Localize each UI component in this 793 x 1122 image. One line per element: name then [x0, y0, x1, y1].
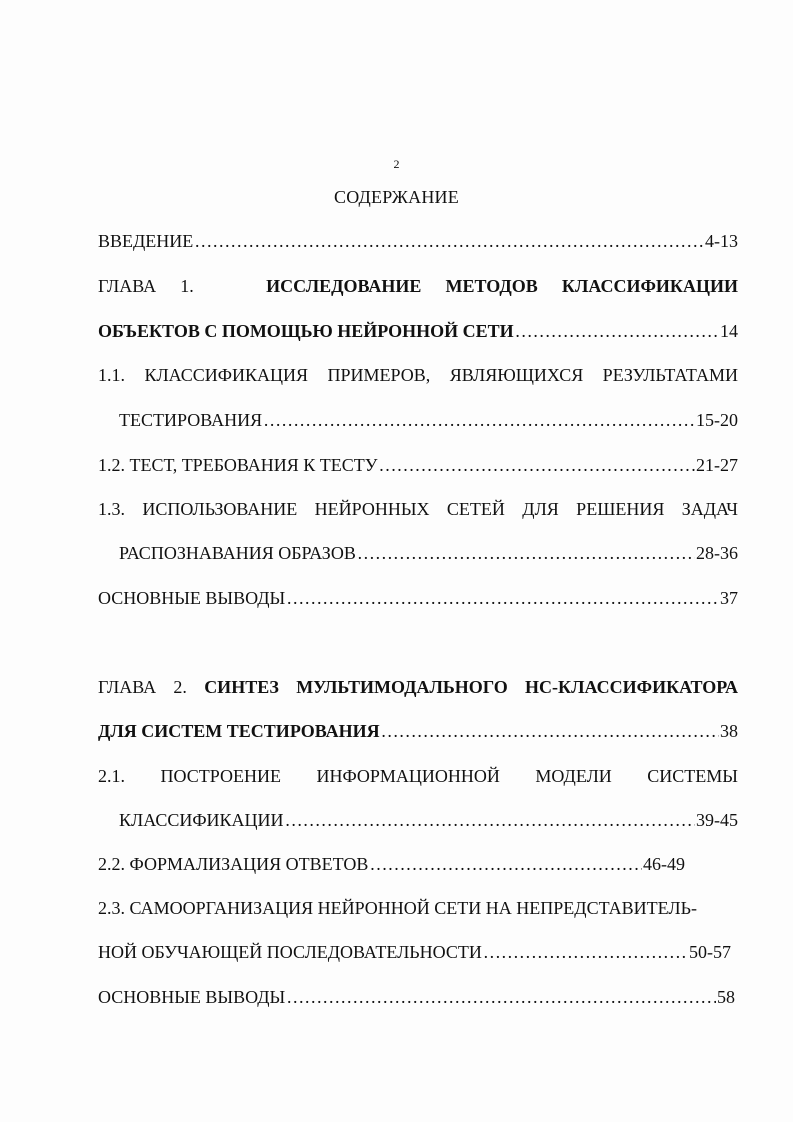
section-title: 1.1. КЛАССИФИКАЦИЯ ПРИМЕРОВ, ЯВЛЯЮЩИХСЯ РЕЗУЛЬТАТАМИ: [98, 365, 738, 385]
chapter-prefix: ГЛАВА 2.: [98, 677, 187, 697]
toc-entry-page: 38: [720, 721, 738, 741]
toc-entry-page: 37: [720, 588, 738, 608]
toc-section-2-3: [98, 897, 738, 919]
leader-dots: [285, 809, 695, 831]
page-number: 2: [393, 157, 400, 171]
section-title-cont: ТЕСТИРОВАНИЯ: [119, 410, 263, 430]
toc-section-1-3-cont: [119, 542, 738, 564]
section-title: 2.1. ПОСТРОЕНИЕ ИНФОРМАЦИОННОЙ МОДЕЛИ СИСТЕМЫ: [98, 766, 738, 786]
leader-dots: [483, 941, 688, 963]
toc-entry-page: 21-27: [696, 455, 738, 475]
toc-entry-page: 14: [720, 321, 738, 341]
toc-entry-page: 4-13: [705, 231, 738, 251]
toc-title: СОДЕРЖАНИЕ: [334, 187, 459, 207]
section-title-cont: КЛАССИФИКАЦИИ: [119, 810, 284, 830]
toc-chapter2-conclusions: [98, 986, 735, 1008]
toc-section-2-1: [98, 765, 738, 787]
toc-entry-page: 50-57: [689, 942, 731, 962]
toc-section-1-1: [98, 364, 738, 386]
leader-dots: [369, 853, 642, 875]
toc-entry-page: 28-36: [696, 543, 738, 563]
section-title: 1.2. ТЕСТ, ТРЕБОВАНИЯ К ТЕСТУ: [98, 455, 378, 475]
leader-dots: [263, 409, 695, 431]
leader-dots: [515, 320, 719, 342]
section-title: 2.2. ФОРМАЛИЗАЦИЯ ОТВЕТОВ: [98, 854, 369, 874]
toc-chapter1-heading-cont: [98, 320, 738, 342]
section-title: 1.3. ИСПОЛЬЗОВАНИЕ НЕЙРОННЫХ СЕТЕЙ ДЛЯ РЕШЕНИЯ ЗАДАЧ: [98, 499, 738, 519]
leader-dots: [379, 454, 695, 476]
toc-entry-page: 46-49: [643, 854, 685, 874]
leader-dots: [286, 986, 716, 1008]
toc-entry-page: 58: [717, 987, 735, 1007]
leader-dots: [286, 587, 719, 609]
section-title-cont: НОЙ ОБУЧАЮЩЕЙ ПОСЛЕДОВАТЕЛЬНОСТИ: [98, 942, 482, 962]
leader-dots: [357, 542, 695, 564]
chapter-title: ИССЛЕДОВАНИЕ МЕТОДОВ КЛАССИФИКАЦИИ: [266, 276, 738, 296]
section-title: 2.3. САМООРГАНИЗАЦИЯ НЕЙРОННОЙ СЕТИ НА НЕПРЕДСТАВИТЕЛЬ-: [98, 898, 697, 918]
toc-entry-label: ОСНОВНЫЕ ВЫВОДЫ: [98, 588, 286, 608]
chapter-title: СИНТЕЗ МУЛЬТИМОДАЛЬНОГО НС-КЛАССИФИКАТОРА: [204, 677, 738, 697]
toc-section-1-1-cont: [119, 409, 738, 431]
toc-section-1-3: [98, 498, 738, 520]
toc-chapter2-heading-cont: [98, 720, 738, 742]
toc-chapter2-heading: [98, 676, 738, 698]
leader-dots: [194, 230, 704, 252]
toc-section-2-2: [98, 853, 685, 875]
toc-section-2-3-cont: [98, 941, 731, 963]
section-title-cont: РАСПОЗНАВАНИЯ ОБРАЗОВ: [119, 543, 356, 563]
chapter-title-cont: ОБЪЕКТОВ С ПОМОЩЬЮ НЕЙРОННОЙ СЕТИ: [98, 321, 514, 341]
toc-chapter1-conclusions: [98, 587, 738, 609]
toc-section-2-1-cont: [119, 809, 738, 831]
leader-dots: [381, 720, 719, 742]
toc-entry-page: 15-20: [696, 410, 738, 430]
toc-entry-intro: [98, 230, 738, 252]
toc-entry-label: ОСНОВНЫЕ ВЫВОДЫ: [98, 987, 286, 1007]
chapter-prefix: ГЛАВА 1.: [98, 276, 194, 296]
toc-entry-page: 39-45: [696, 810, 738, 830]
toc-chapter1-heading: [98, 275, 738, 297]
chapter-title-cont: ДЛЯ СИСТЕМ ТЕСТИРОВАНИЯ: [98, 721, 380, 741]
toc-entry-label: ВВЕДЕНИЕ: [98, 231, 194, 251]
toc-section-1-2: [98, 454, 738, 476]
